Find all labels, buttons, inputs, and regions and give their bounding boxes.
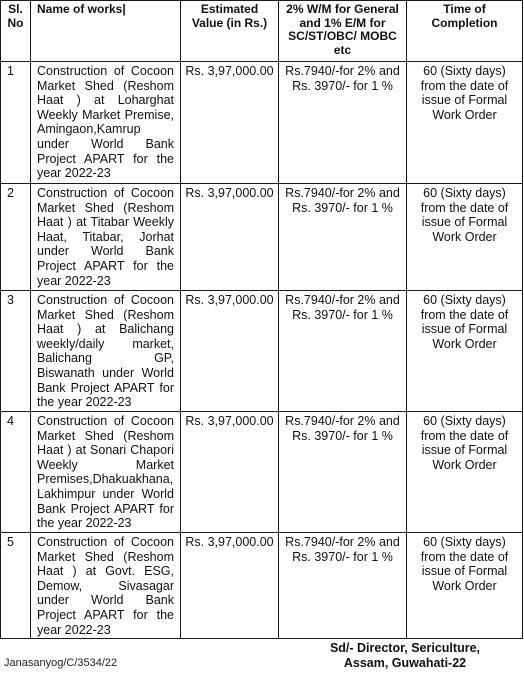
row-time: 60 (Sixty days) from the date of issue of Formal Work Order [407,184,523,291]
row-sl: 4 [1,412,31,533]
table-row [1,184,523,291]
row-emd: Rs.7940/-for 2% and Rs. 3970/- for 1 % [279,184,407,291]
signature-line-1: Sd/- Director, Sericulture, [329,641,480,655]
row-value: Rs. 3,97,000.00 [181,533,279,639]
table-row [1,62,523,184]
row-name: Construction of Cocoon Market Shed (Reshom Haat ) at Titabar Weekly Haat, Titabar, Jorhat under World Bank Project APART for the year 2022-23 [31,184,181,291]
row-emd: Rs.7940/-for 2% and Rs. 3970/- for 1 % [279,62,407,184]
header-sl: Sl. No [1,1,31,62]
row-sl: 5 [1,533,31,639]
row-sl: 3 [1,291,31,412]
signature-line-2: Assam, Guwahati-22 [343,656,467,670]
table-row [1,533,523,639]
row-name: Construction of Cocoon Market Shed (Reshom Haat ) at Govt. ESG, Demow, Sivasagar under World Bank Project APART for the year 2022-23 [31,533,181,639]
signature-block [330,641,480,671]
reference-number: Janasanyog/C/3534/22 [4,657,118,669]
row-time: 60 (Sixty days) from the date of issue of Formal Work Order [407,291,523,412]
header-name: Name of works| [31,1,181,62]
row-time: 60 (Sixty days) from the date of issue of Formal Work Order [407,533,523,639]
row-emd: Rs.7940/-for 2% and Rs. 3970/- for 1 % [279,291,407,412]
row-emd: Rs.7940/-for 2% and Rs. 3970/- for 1 % [279,533,407,639]
header-emd: 2% W/M for General and 1% E/M for SC/ST/OBC/ MOBC etc [279,1,407,62]
row-sl: 1 [1,62,31,184]
row-name: Construction of Cocoon Market Shed (Reshom Haat ) at Balichang weekly/daily market, Balichang GP, Biswanath under World Bank Project APART for the year 2022-23 [31,291,181,412]
row-time: 60 (Sixty days) from the date of issue of Formal Work Order [407,62,523,184]
header-row [1,1,523,62]
row-emd: Rs.7940/-for 2% and Rs. 3970/- for 1 % [279,412,407,533]
row-sl: 2 [1,184,31,291]
table-row [1,412,523,533]
row-name: Construction of Cocoon Market Shed (Reshom Haat ) at Sonari Chapori Weekly Market Premises,Dhakuakhana, Lakhimpur under World Bank Project APART for the year 2022-23 [31,412,181,533]
row-value: Rs. 3,97,000.00 [181,412,279,533]
row-value: Rs. 3,97,000.00 [181,291,279,412]
row-value: Rs. 3,97,000.00 [181,184,279,291]
row-value: Rs. 3,97,000.00 [181,62,279,184]
header-value: Estimated Value (in Rs.) [181,1,279,62]
table-row [1,291,523,412]
header-time: Time of Completion [407,1,523,62]
row-time: 60 (Sixty days) from the date of issue of Formal Work Order [407,412,523,533]
row-name: Construction of Cocoon Market Shed (Reshom Haat ) at Loharghat Weekly Market Premise, Amingaon,Kamrup under World Bank Project APART for the year 2022-23 [31,62,181,184]
